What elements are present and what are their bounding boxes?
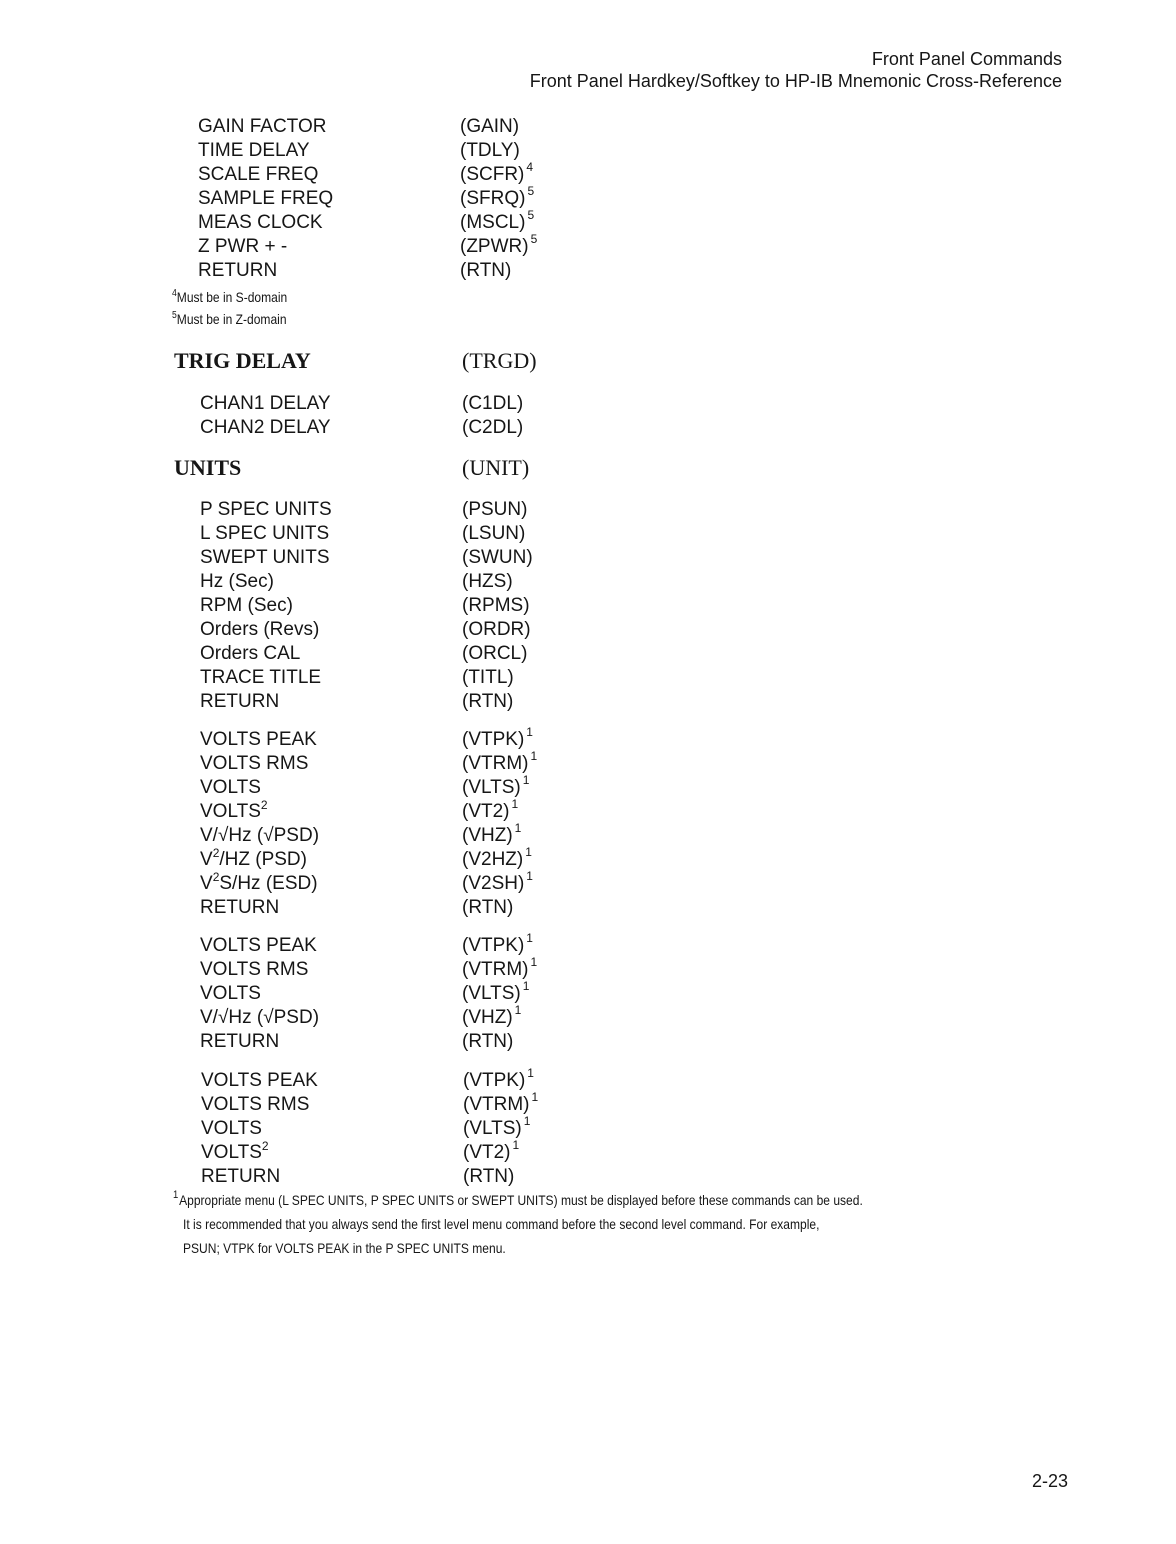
mnemonic-text: (SFRQ)	[460, 188, 526, 209]
mnemonic: (SWUN)	[462, 547, 533, 568]
footnote-ref: 5	[530, 232, 538, 246]
softkey-label: V/√Hz (√PSD)	[200, 1007, 320, 1028]
mnemonic-text: (MSCL)	[460, 212, 526, 233]
mnemonic	[462, 845, 532, 873]
softkey-label	[200, 800, 268, 825]
page-number: 2-23	[1032, 1471, 1069, 1491]
running-header-title: Front Panel Commands	[871, 49, 1062, 69]
footnote-ref: 5	[527, 184, 535, 198]
mnemonic: (C1DL)	[462, 393, 524, 414]
mnemonic: (RTN)	[462, 691, 514, 712]
mnemonic: (LSUN)	[462, 523, 526, 544]
footnote-ref: 1	[526, 869, 533, 883]
footnote-ref: 1	[514, 1003, 522, 1017]
softkey-label: SWEPT UNITS	[200, 547, 330, 568]
mnemonic: (HZS)	[462, 571, 513, 592]
footnote-ref: 1	[522, 979, 530, 993]
label-text: VOLTS	[200, 801, 261, 822]
footnote-text: Must be in Z-domain	[176, 311, 287, 327]
footnote-marker: 5	[172, 310, 177, 321]
mnemonic-text: (VLTS)	[463, 1118, 522, 1139]
label-superscript: 2	[260, 798, 268, 812]
label-prefix: V	[200, 873, 213, 894]
softkey-label: Z PWR + -	[198, 236, 288, 257]
footnote-marker: 4	[172, 288, 177, 299]
mnemonic	[460, 160, 534, 188]
mnemonic-text: (VHZ)	[462, 1007, 513, 1028]
softkey-label: V/√Hz (√PSD)	[200, 825, 320, 846]
mnemonic	[462, 773, 530, 801]
mnemonic: (RPMS)	[462, 595, 530, 616]
mnemonic: (ORDR)	[462, 619, 531, 640]
label-text: /HZ (PSD)	[219, 849, 307, 870]
footnote-ref: 1	[525, 845, 532, 859]
mnemonic-text: (V2HZ)	[462, 849, 524, 870]
mnemonic-text: (VHZ)	[462, 825, 513, 846]
label-superscript: 2	[212, 846, 220, 860]
footnote-ref: 4	[526, 160, 534, 174]
heading-label: TRIG DELAY	[174, 348, 311, 373]
mnemonic	[462, 725, 533, 753]
footnote-ref: 1	[531, 1090, 539, 1104]
mnemonic	[462, 821, 522, 849]
mnemonic-text: (VTRM)	[462, 753, 529, 774]
footnote-line	[183, 1236, 506, 1260]
softkey-label: Hz (Sec)	[200, 571, 274, 592]
softkey-label: RETURN	[201, 1166, 281, 1187]
mnemonic	[462, 869, 533, 897]
softkey-label: TRACE TITLE	[200, 667, 322, 688]
mnemonic-text: (VTRM)	[463, 1094, 530, 1115]
softkey-label: MEAS CLOCK	[198, 212, 323, 233]
footnote-ref: 1	[523, 1114, 531, 1128]
footnote-text: Appropriate menu (L SPEC UNITS, P SPEC UNITS or SWEPT UNITS) must be displayed before these commands can be used.	[179, 1192, 863, 1208]
softkey-label: VOLTS RMS	[201, 1094, 310, 1115]
mnemonic-text: (VLTS)	[462, 983, 521, 1004]
mnemonic: (RTN)	[463, 1166, 515, 1187]
softkey-label: VOLTS RMS	[200, 753, 309, 774]
softkey-label: CHAN1 DELAY	[200, 393, 331, 414]
softkey-label: VOLTS	[200, 983, 261, 1004]
softkey-label	[201, 1141, 269, 1166]
footnote-ref: 1	[511, 797, 519, 811]
mnemonic	[462, 1003, 522, 1031]
label-superscript: 2	[212, 870, 220, 884]
mnemonic: (ORCL)	[462, 643, 528, 664]
softkey-label: VOLTS RMS	[200, 959, 309, 980]
mnemonic: (RTN)	[462, 897, 514, 918]
mnemonic-text: (ZPWR)	[460, 236, 529, 257]
softkey-label	[200, 872, 318, 897]
softkey-label: VOLTS PEAK	[200, 729, 317, 750]
mnemonic: (GAIN)	[460, 116, 520, 137]
mnemonic: (PSUN)	[462, 499, 528, 520]
mnemonic-text: (SCFR)	[460, 164, 525, 185]
footnote-text: It is recommended that you always send the first level menu command before the second level command. For example,	[183, 1216, 820, 1232]
mnemonic	[462, 931, 533, 959]
softkey-label: RETURN	[198, 260, 278, 281]
softkey-label: RETURN	[200, 691, 280, 712]
softkey-label: CHAN2 DELAY	[200, 417, 331, 438]
footnote-ref: 1	[514, 821, 522, 835]
mnemonic-text: (VTRM)	[462, 959, 529, 980]
domain-note	[172, 308, 287, 333]
softkey-label: GAIN FACTOR	[198, 116, 327, 137]
mnemonic	[463, 1066, 534, 1094]
softkey-label: RETURN	[200, 1031, 280, 1052]
footnote-text: Must be in S-domain	[176, 289, 288, 305]
mnemonic-text: (VT2)	[462, 801, 510, 822]
softkey-label: VOLTS	[200, 777, 261, 798]
mnemonic: (TITL)	[462, 667, 514, 688]
softkey-label: RPM (Sec)	[200, 595, 293, 616]
label-text: S/Hz (ESD)	[219, 873, 318, 894]
softkey-label: RETURN	[200, 897, 280, 918]
softkey-label: SCALE FREQ	[198, 164, 319, 185]
footnote-ref: 1	[530, 749, 538, 763]
mnemonic	[460, 184, 535, 212]
footnote-ref: 1	[526, 725, 533, 739]
mnemonic: (RTN)	[462, 1031, 514, 1052]
footnote-ref: 1	[526, 931, 533, 945]
footnote-line	[183, 1212, 819, 1236]
footnote-ref: 1	[530, 955, 538, 969]
mnemonic: (C2DL)	[462, 417, 524, 438]
softkey-label: Orders CAL	[200, 643, 301, 664]
footnote-text: PSUN; VTPK for VOLTS PEAK in the P SPEC UNITS menu.	[183, 1240, 506, 1256]
mnemonic-text: (V2SH)	[462, 873, 525, 894]
footnote-ref: 5	[527, 208, 535, 222]
footnote-ref: 1	[522, 773, 530, 787]
softkey-label: P SPEC UNITS	[200, 499, 332, 520]
softkey-label: VOLTS	[201, 1118, 262, 1139]
mnemonic	[463, 1114, 531, 1142]
heading-label: UNITS	[174, 455, 242, 480]
softkey-label: TIME DELAY	[198, 140, 310, 161]
softkey-label: L SPEC UNITS	[200, 523, 330, 544]
softkey-label: SAMPLE FREQ	[198, 188, 334, 209]
footnote-marker: 1	[173, 1189, 179, 1201]
heading-mnemonic: (TRGD)	[462, 348, 537, 373]
footnote-ref: 1	[527, 1066, 534, 1080]
mnemonic	[460, 208, 535, 236]
softkey-label: VOLTS PEAK	[200, 935, 317, 956]
footnote-ref: 1	[512, 1138, 520, 1152]
softkey-label: VOLTS PEAK	[201, 1070, 318, 1091]
mnemonic-text: (VT2)	[463, 1142, 511, 1163]
mnemonic: (TDLY)	[460, 140, 520, 161]
mnemonic-text: (VTPK)	[463, 1070, 526, 1091]
softkey-label: Orders (Revs)	[200, 619, 320, 640]
running-header-subtitle: Front Panel Hardkey/Softkey to HP-IB Mnemonic Cross-Reference	[529, 71, 1062, 91]
mnemonic-text: (VTPK)	[462, 729, 525, 750]
heading-mnemonic: (UNIT)	[462, 455, 530, 480]
mnemonic: (RTN)	[460, 260, 512, 281]
footnote-line	[173, 1188, 863, 1214]
mnemonic-text: (VTPK)	[462, 935, 525, 956]
label-superscript: 2	[261, 1139, 269, 1153]
mnemonic	[460, 232, 538, 260]
label-prefix: V	[200, 849, 213, 870]
mnemonic	[463, 1138, 520, 1166]
mnemonic-text: (VLTS)	[462, 777, 521, 798]
mnemonic	[462, 797, 519, 825]
label-text: VOLTS	[201, 1142, 262, 1163]
